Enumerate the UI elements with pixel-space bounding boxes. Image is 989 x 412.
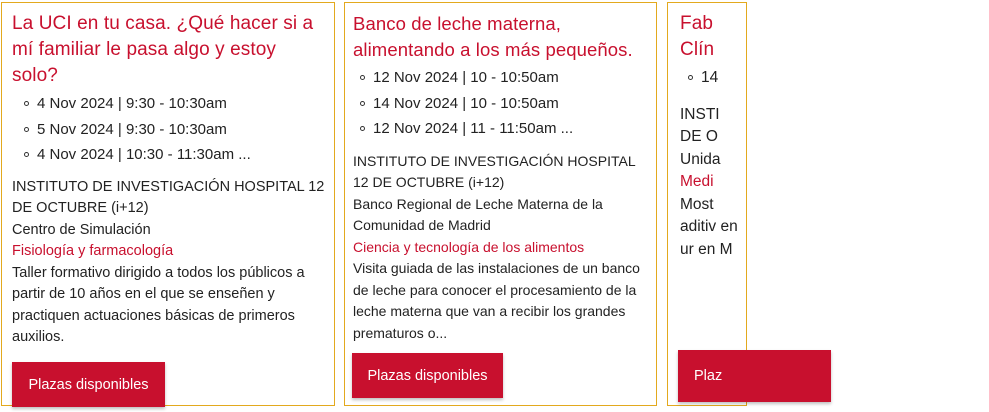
- event-dates-list: [680, 65, 980, 91]
- bullet-icon: [24, 152, 29, 157]
- event-institution: INSTITUTO DE INVESTIGACIÓN HOSPITAL 12 DE OCTUBRE (i+12): [353, 152, 636, 190]
- event-institution: INSTI DE O: [680, 105, 720, 145]
- bullet-icon: [24, 101, 29, 106]
- event-description: Visita guiada de las instalaciones de un banco de leche para conocer el procesamiento de la leche materna que van a recibir los grandes prematuros o...: [353, 260, 640, 341]
- bullet-icon: [24, 127, 29, 132]
- bullet-icon: [688, 75, 693, 80]
- bullet-icon: [360, 101, 365, 106]
- event-category[interactable]: Fisiología y farmacología: [12, 243, 174, 259]
- event-date-item: 4 Nov 2024 | 9:30 - 10:30am: [24, 91, 325, 117]
- event-category[interactable]: Ciencia y tecnología de los alimentos: [353, 238, 585, 255]
- event-center: Banco Regional de Leche Materna de la Comunidad de Madrid: [353, 195, 603, 233]
- bullet-icon: [360, 126, 365, 131]
- event-description: Most aditiv en ur en M: [680, 195, 738, 258]
- event-dates-list: [12, 91, 325, 168]
- event-dates-list: [353, 65, 652, 142]
- event-date-item: 14 Nov 2024 | 10 - 10:50am: [360, 91, 652, 117]
- event-center: Unida: [680, 150, 721, 168]
- event-date-item: 14: [688, 65, 980, 91]
- event-institution: INSTITUTO DE INVESTIGACIÓN HOSPITAL 12 DE OCTUBRE (i+12): [12, 178, 325, 216]
- event-center: Centro de Simulación: [12, 221, 151, 238]
- event-title[interactable]: Fab Clín: [680, 13, 715, 60]
- event-category[interactable]: Medi: [680, 173, 714, 190]
- event-card: [667, 2, 747, 406]
- available-places-button[interactable]: Plazas disponibles: [352, 353, 503, 398]
- event-card: [344, 2, 657, 406]
- event-description: Taller formativo dirigido a todos los públicos a partir de 10 años en el que se enseñen y practiquen actuaciones básicas de primeros auxilios.: [12, 264, 305, 345]
- event-date-item: 12 Nov 2024 | 10 - 10:50am: [360, 65, 652, 91]
- bullet-icon: [360, 75, 365, 80]
- available-places-button[interactable]: Plaz: [678, 350, 831, 402]
- available-places-button[interactable]: Plazas disponibles: [12, 362, 165, 407]
- event-title[interactable]: Banco de leche materna, alimentando a los más pequeños.: [353, 13, 633, 60]
- event-date-item: 12 Nov 2024 | 11 - 11:50am ...: [360, 116, 652, 142]
- event-card: [1, 2, 335, 406]
- event-date-item: 5 Nov 2024 | 9:30 - 10:30am: [24, 117, 325, 143]
- event-date-item: 4 Nov 2024 | 10:30 - 11:30am ...: [24, 142, 325, 168]
- event-title[interactable]: La UCI en tu casa. ¿Qué hacer si a mí familiar le pasa algo y estoy solo?: [12, 13, 314, 86]
